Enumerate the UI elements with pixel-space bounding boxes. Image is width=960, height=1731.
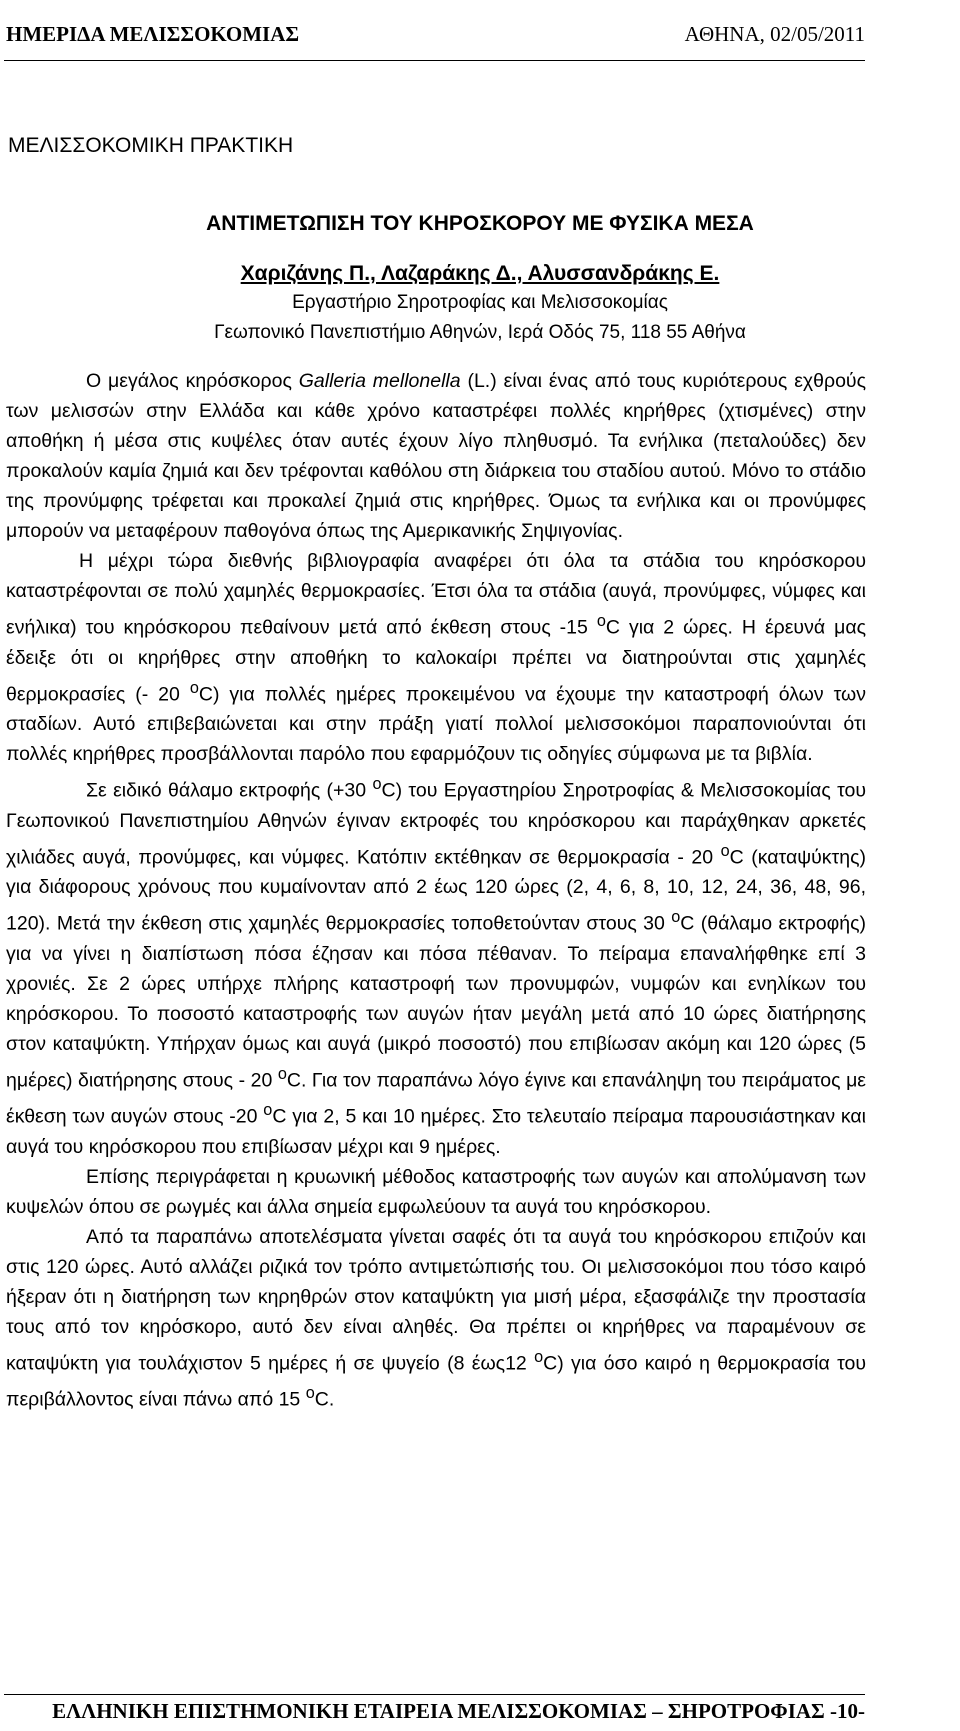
p2-text-a: Η μέχρι τώρα διεθνής βιβλιογραφία αναφέρει ότι όλα τα στάδια του κηρόσκορου καταστρέφονται σε πολύ χαμηλές θερμοκρασίες. Έτσι όλα τα στάδια (αυγά, προνύμφες, νύμφες και ενήλικα) του κηρόσκορου πεθαίνουν μετά από έκθεση στους -15 <box>6 550 866 639</box>
degree-mark: ο <box>305 1384 315 1402</box>
paragraph-5 <box>6 1222 866 1415</box>
p5-text-a: Από τα παραπάνω αποτελέσματα γίνεται σαφές ότι τα αυγά του κηρόσκορου επιζούν και στις 120 ώρες. Αυτό αλλάζει ριζικά τον τρόπο αντιμετώπισής του. Οι μελισσοκόμοι που τόσο καιρό ήξεραν ότι η διατήρηση των κηρηθρών στον καταψύκτη για μισή μέρα, εξασφάλιζε την προστασία τους από τον κηρόσκορο, αυτό δεν είναι αληθές. Θα πρέπει οι κηρήθρες να παραμένουν σε καταψύκτη για τουλάχιστον 5 ημέρες ή σε ψυγείο (8 έως12 <box>6 1225 866 1374</box>
affiliation-line-1: Εργαστήριο Σηροτροφίας και Μελισσοκομίας <box>292 292 668 313</box>
authors <box>0 262 960 286</box>
p5-text-c: C. <box>314 1388 335 1411</box>
degree-mark: ο <box>189 678 199 697</box>
paragraph-2 <box>6 546 866 769</box>
p3-text-c: C (καταψύκτης) για διάφορους χρόνους που κυμαίνονταν από 2 έως 120 ώρες (2, 4, 6, 8, 10, 12, 24, 36, 48, 96, 120). Μετά την έκθεση στις χαμηλές θερμοκρασίες τοποθετούνταν στους 30 <box>6 846 866 935</box>
degree-mark: ο <box>671 908 681 926</box>
degree-mark: ο <box>277 1064 287 1083</box>
paragraph-4: Επίσης περιγράφεται η κρυωνική μέθοδος καταστροφής των αυγών και απολύμανση των κυψελών όπου σε ρωγμές και άλλα σημεία εμφωλεύουν τα αυγά του κηρόσκορου. <box>6 1165 866 1218</box>
degree-mark: ο <box>534 1347 544 1366</box>
species-name: Galleria mellonella <box>298 370 461 392</box>
page-footer: ΕΛΛΗΝΙΚΗ ΕΠΙΣΤΗΜΟΝΙΚΗ ΕΤΑΙΡΕΙΑ ΜΕΛΙΣΣΟΚΟΜΙΑΣ – ΣΗΡΟΤΡΟΦΙΑΣ -10- <box>4 1694 865 1724</box>
paragraph-3 <box>6 769 866 1162</box>
affiliation-line-2: Γεωπονικό Πανεπιστήμιο Αθηνών, Ιερά Οδός 75, 118 55 Αθήνα <box>214 322 746 343</box>
p2-text-c: C) για πολλές ημέρες προκειμένου να έχουμε την καταστροφή όλων των σταδίων. Αυτό επιβεβαιώνεται και στην πράξη γιατί πολλοί μελισσοκόμοι παραπονιούνται ότι πολλές κηρήθρες προσβάλλονται παρόλο που εφαρμόζουν τις οδηγίες σύμφωνα με τα βιβλία. <box>6 683 866 765</box>
p5-text-b: C) για όσο καιρό η θερμοκρασία του περιβάλλοντος είναι πάνω από 15 <box>6 1352 867 1411</box>
paragraph-1 <box>6 366 866 546</box>
p3-text-d: C (θάλαμο εκτροφής) για να γίνει η διαπίστωση πόσα έζησαν και πόσα πέθαναν. Το πείραμα επαναλήφθηκε επί 3 χρονιές. Σε 2 ώρες υπήρχε πλήρης καταστροφή των προνυμφών, νυμφών και ενηλίκων του κηρόσκορου. Το ποσοστό καταστροφής των αυγών ήταν μεγάλη μετά από 10 ώρες διατήρησης στον καταψύκτη. Υπήρχαν όμως και αυγά (μικρό ποσοστό) που επιβίωσαν ακόμη και 120 ώρες (5 ημέρες) διατήρησης στους - 20 <box>6 912 866 1091</box>
article-body <box>6 366 866 1415</box>
authors-text: Χαριζάνης Π., Λαζαράκης Δ., Αλυσσανδράκης Ε. <box>240 262 720 285</box>
p1-text-a: Ο μεγάλος κηρόσκορος <box>86 370 299 392</box>
degree-mark: ο <box>720 841 730 860</box>
degree-mark: ο <box>596 612 606 630</box>
page-header <box>4 20 865 61</box>
p3-text-e: C. Για τον παραπάνω λόγο έγινε και επανάληψη του πειράματος με έκθεση των αυγών στους -20 <box>6 1069 866 1128</box>
header-event-title: ΗΜΕΡΙΔΑ ΜΕΛΙΣΣΟΚΟΜΙΑΣ <box>6 22 300 46</box>
degree-mark: ο <box>372 775 382 793</box>
p1-text-b: (L.) είναι ένας από τους κυριότερους εχθρούς των μελισσών στην Ελλάδα και κάθε χρόνο καταστρέφει πολλές κηρήθρες (χτισμένες) στην αποθήκη ή μέσα στις κυψέλες όταν αυτές έχουν λίγο πληθυσμό. Τα ενήλικα (πεταλούδες) δεν προκαλούν καμία ζημιά και δεν τρέφονται καθόλου στη διάρκεια του σταδίου αυτού. Μόνο το στάδιο της προνύμφης τρέφεται και προκαλεί ζημιά στις κηρήθρες. Όμως τα ενήλικα και οι προνύμφες μπορούν να μεταφέρουν παθογόνα όπως της Αμερικανικής Σηψιγονίας. <box>6 370 866 542</box>
article-title: ΑΝΤΙΜΕΤΩΠΙΣΗ ΤΟΥ ΚΗΡΟΣΚΟΡΟΥ ΜΕ ΦΥΣΙΚΑ ΜΕΣΑ <box>206 212 754 235</box>
degree-mark: ο <box>263 1101 273 1119</box>
p3-text-b: C) του Εργαστηρίου Σηροτροφίας & Μελισσοκομίας του Γεωπονικού Πανεπιστημίου Αθηνών έγιναν εκτροφές του κηρόσκορου και παράχθηκαν αρκετές χιλιάδες αυγά, προνύμφες, και νύμφες. Κατόπιν εκτέθηκαν σε θερμοκρασία - 20 <box>6 779 866 868</box>
p2-text-b: C για 2 ώρες. Η έρευνά μας έδειξε ότι οι κηρήθρες στην αποθήκη το καλοκαίρι πρέπει να διατηρούνται στις χαμηλές θερμοκρασίες (- 20 <box>6 616 866 705</box>
section-title: ΜΕΛΙΣΣΟΚΟΜΙΚΗ ΠΡΑΚΤΙΚΗ <box>8 134 294 157</box>
header-place-date: ΑΘΗΝΑ, 02/05/2011 <box>684 22 865 46</box>
p3-text-f: C για 2, 5 και 10 ημέρες. Στο τελευταίο πείραμα παρουσιάστηκαν και αυγά του κηρόσκορου που επιβίωσαν μέχρι και 9 ημέρες. <box>6 1105 866 1158</box>
p3-text-a: Σε ειδικό θάλαμο εκτροφής (+30 <box>86 779 373 802</box>
